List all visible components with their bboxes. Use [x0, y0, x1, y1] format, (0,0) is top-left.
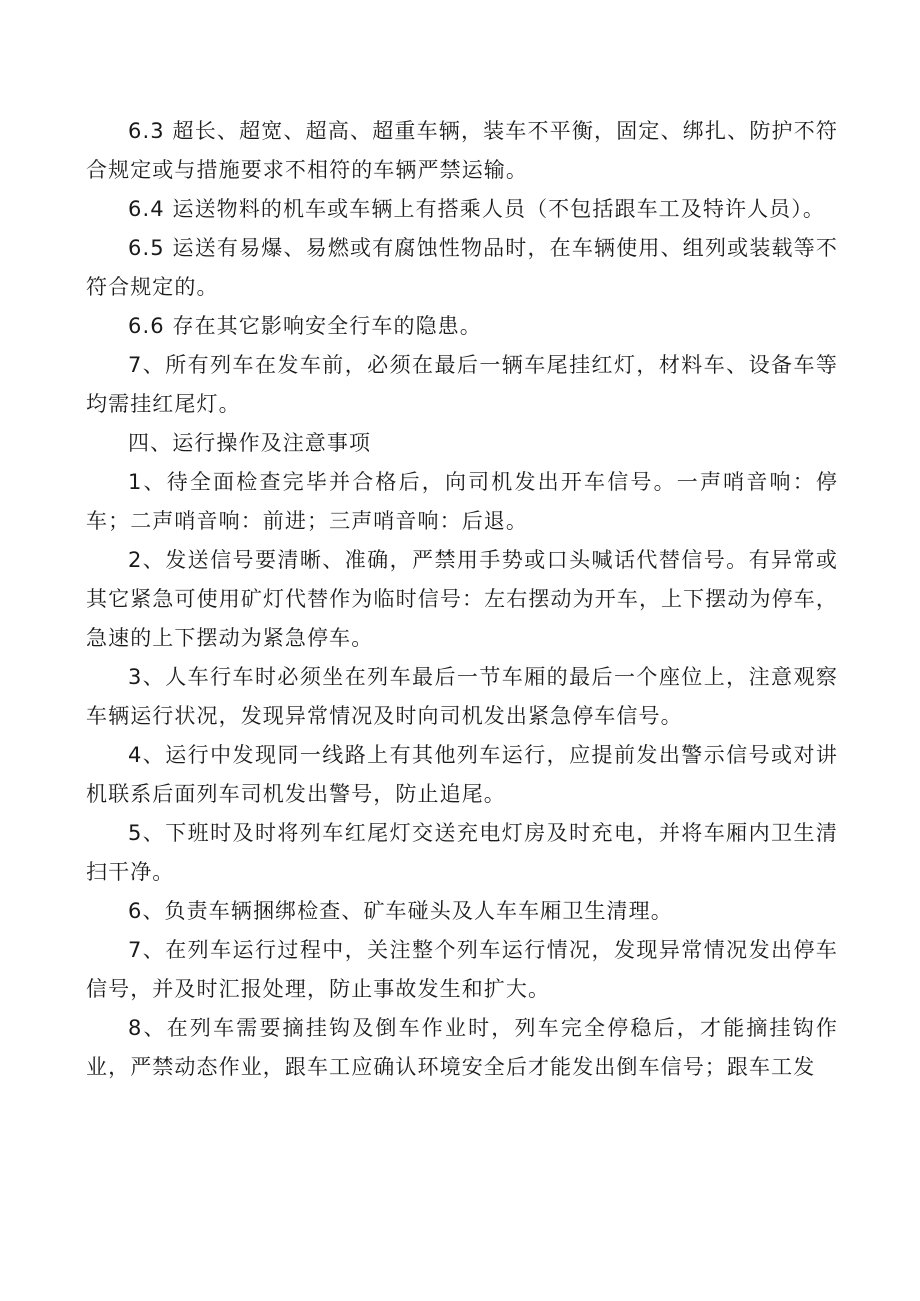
paragraph-op-1: 1、待全面检查完毕并合格后，向司机发出开车信号。一声哨音响：停车；二声哨音响：前进；三声哨音响：后退。: [86, 470, 838, 533]
paragraph-op-4: 4、运行中发现同一线路上有其他列车运行，应提前发出警示信号或对讲机联系后面列车司机发出警号，防止追尾。: [86, 743, 838, 806]
document-body: [86, 112, 838, 1087]
paragraph-6-5: 6.5 运送有易爆、易燃或有腐蚀性物品时，在车辆使用、组列或装载等不符合规定的。: [86, 236, 838, 299]
section-heading-4: 四、运行操作及注意事项: [128, 431, 372, 455]
paragraph-op-3: 3、人车行车时必须坐在列车最后一节车厢的最后一个座位上，注意观察车辆运行状况，发现异常情况及时向司机发出紧急停车信号。: [86, 665, 838, 728]
paragraph-op-5: 5、下班时及时将列车红尾灯交送充电灯房及时充电，并将车厢内卫生清扫干净。: [86, 821, 838, 884]
paragraph-op-7: 7、在列车运行过程中，关注整个列车运行情况，发现异常情况发出停车信号，并及时汇报处理，防止事故发生和扩大。: [86, 938, 838, 1001]
paragraph-op-8: 8、在列车需要摘挂钩及倒车作业时，列车完全停稳后，才能摘挂钩作业，严禁动态作业，跟车工应确认环境安全后才能发出倒车信号；跟车工发: [86, 1016, 838, 1079]
paragraph-op-6: 6、负责车辆捆绑检查、矿车碰头及人车车厢卫生清理。: [128, 899, 673, 923]
paragraph-op-2: 2、发送信号要清晰、准确，严禁用手势或口头喊话代替信号。有异常或其它紧急可使用矿灯代替作为临时信号：左右摆动为开车，上下摆动为停车，急速的上下摆动为紧急停车。: [86, 548, 838, 650]
paragraph-7: 7、所有列车在发车前，必须在最后一辆车尾挂红灯，材料车、设备车等均需挂红尾灯。: [86, 353, 838, 416]
paragraph-6-3: 6.3 超长、超宽、超高、超重车辆，装车不平衡，固定、绑扎、防护不符合规定或与措施要求不相符的车辆严禁运输。: [86, 119, 838, 182]
paragraph-6-6: 6.6 存在其它影响安全行车的隐患。: [128, 314, 482, 338]
paragraph-6-4: 6.4 运送物料的机车或车辆上有搭乘人员（不包括跟车工及特许人员）。: [128, 197, 825, 221]
